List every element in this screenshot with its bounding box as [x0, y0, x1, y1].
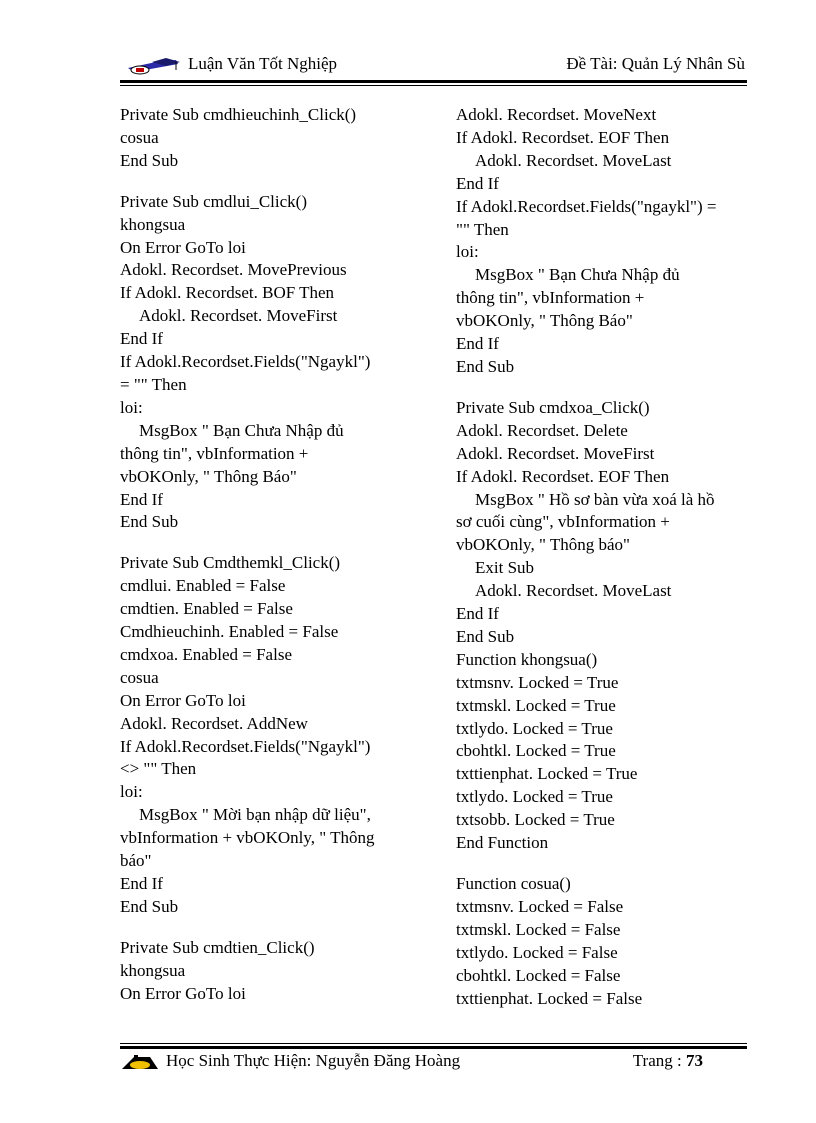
code-line: cosua	[120, 667, 159, 687]
code-line: "" Then	[456, 219, 509, 239]
code-line: Adokl. Recordset. MoveFirst	[456, 443, 655, 463]
code-line: Cmdhieuchinh. Enabled = False	[120, 622, 339, 642]
code-line: Adokl. Recordset. MovePrevious	[120, 260, 347, 280]
code-line: txtsobb. Locked = True	[456, 810, 615, 830]
code-line: Adokl. Recordset. MoveNext	[456, 105, 657, 124]
code-line: If Adokl. Recordset. BOF Then	[120, 283, 335, 303]
page-number	[633, 1051, 703, 1071]
code-line: Private Sub cmdxoa_Click()	[456, 397, 650, 417]
code-line: cmdlui. Enabled = False	[120, 576, 286, 596]
code-line: If Adokl.Recordset.Fields("Ngaykl")	[120, 352, 371, 372]
page-separator: :	[677, 1051, 682, 1070]
code-line: End Sub	[120, 512, 179, 532]
code-line: khongsua	[120, 214, 186, 234]
code-line: Private Sub cmdtien_Click()	[120, 937, 315, 957]
code-line: cbohtkl. Locked = True	[456, 741, 616, 761]
header-rule-thick	[120, 80, 747, 83]
code-line: txtmsnv. Locked = False	[456, 896, 624, 916]
code-line: If Adokl.Recordset.Fields("ngaykl") =	[456, 196, 717, 216]
code-line: cosua	[120, 127, 159, 147]
code-line: loi:	[120, 782, 143, 802]
blank-line	[120, 919, 420, 937]
page-footer	[120, 1051, 747, 1075]
code-line: End Sub	[456, 356, 515, 376]
code-line: MsgBox " Bạn Chưa Nhập đủ	[139, 420, 344, 440]
code-line: txttienphat. Locked = False	[456, 988, 643, 1008]
code-line: txttienphat. Locked = True	[456, 764, 638, 784]
topic-title: Đề Tài: Quản Lý Nhân Sù	[566, 54, 745, 73]
blank-line	[120, 173, 420, 191]
code-line: End Sub	[120, 896, 179, 916]
left-code-column	[120, 104, 420, 1006]
code-line: On Error GoTo loi	[120, 237, 246, 257]
code-line: End If	[456, 173, 499, 193]
right-code-column	[456, 104, 756, 1010]
code-line: khongsua	[120, 960, 186, 980]
code-line: thông tin", vbInformation +	[456, 288, 645, 308]
code-line: Adokl. Recordset. MoveLast	[475, 150, 672, 170]
code-line: vbOKOnly, " Thông Báo"	[120, 466, 297, 486]
code-line: báo"	[120, 851, 152, 871]
code-line: vbInformation + vbOKOnly, " Thông	[120, 828, 375, 848]
code-line: loi:	[120, 397, 143, 417]
code-line: txtmskl. Locked = True	[456, 695, 616, 715]
code-line: thông tin", vbInformation +	[120, 443, 309, 463]
page-label: Trang	[632, 1051, 673, 1070]
code-line: txtmsnv. Locked = True	[456, 672, 619, 692]
code-line: txtlydo. Locked = True	[456, 718, 613, 738]
code-line: MsgBox " Mời bạn nhập dữ liệu",	[139, 805, 371, 825]
code-line: End If	[120, 874, 163, 893]
blank-line	[120, 534, 420, 552]
code-line: End If	[456, 604, 499, 624]
code-line: Adokl. Recordset. AddNew	[120, 713, 308, 733]
code-line: End If	[120, 329, 163, 349]
code-line: End Sub	[456, 626, 515, 646]
code-line: On Error GoTo loi	[120, 983, 246, 1003]
code-line: If Adokl. Recordset. EOF Then	[456, 127, 670, 147]
code-line: Function khongsua()	[456, 649, 598, 669]
code-line: = "" Then	[120, 374, 187, 394]
page-header	[120, 52, 747, 78]
code-line: vbOKOnly, " Thông Báo"	[456, 311, 633, 331]
code-line: Private Sub cmdhieuchinh_Click()	[120, 105, 357, 124]
code-line: End Function	[456, 833, 549, 853]
code-line: Private Sub cmdlui_Click()	[120, 191, 307, 211]
code-line: Adokl. Recordset. MoveLast	[475, 581, 672, 601]
graduation-cap-pen-icon	[126, 56, 182, 76]
code-line: MsgBox " Hồ sơ bàn vừa xoá là hồ	[475, 489, 715, 509]
code-line: cmdtien. Enabled = False	[120, 599, 293, 619]
code-line: txtlydo. Locked = False	[456, 942, 618, 962]
code-line: If Adokl.Recordset.Fields("Ngaykl")	[120, 736, 371, 756]
code-line: On Error GoTo loi	[120, 690, 246, 710]
code-line: cbohtkl. Locked = False	[456, 965, 621, 985]
code-line: sơ cuối cùng", vbInformation +	[456, 512, 670, 532]
header-rule-thin	[120, 85, 747, 86]
code-line: End If	[456, 334, 499, 354]
code-line: loi:	[456, 242, 479, 262]
code-line: Function cosua()	[456, 874, 571, 893]
code-line: MsgBox " Bạn Chưa Nhập đủ	[475, 265, 680, 285]
code-line: cmdxoa. Enabled = False	[120, 644, 292, 664]
code-line: End If	[120, 489, 163, 509]
author-line: Học Sinh Thực Hiện: Nguyễn Đăng Hoàng	[166, 1051, 461, 1070]
code-line: Adokl. Recordset. Delete	[456, 420, 628, 440]
code-line: vbOKOnly, " Thông báo"	[456, 535, 630, 555]
graduation-cap-icon	[120, 1053, 160, 1073]
code-line: End Sub	[120, 150, 179, 170]
code-line: txtlydo. Locked = True	[456, 787, 613, 807]
thesis-title: Luận Văn Tốt Nghiệp	[188, 54, 338, 73]
footer-rule-thick	[120, 1046, 747, 1049]
footer-rule-thin	[120, 1043, 747, 1044]
code-line: <> "" Then	[120, 759, 197, 779]
blank-line	[456, 379, 756, 397]
blank-line	[456, 855, 756, 873]
code-line: Private Sub Cmdthemkl_Click()	[120, 553, 341, 573]
code-line: Exit Sub	[475, 558, 535, 578]
code-line: txtmskl. Locked = False	[456, 919, 621, 939]
page-number-value: 73	[686, 1051, 703, 1070]
code-line: If Adokl. Recordset. EOF Then	[456, 466, 670, 486]
code-line: Adokl. Recordset. MoveFirst	[139, 306, 338, 326]
